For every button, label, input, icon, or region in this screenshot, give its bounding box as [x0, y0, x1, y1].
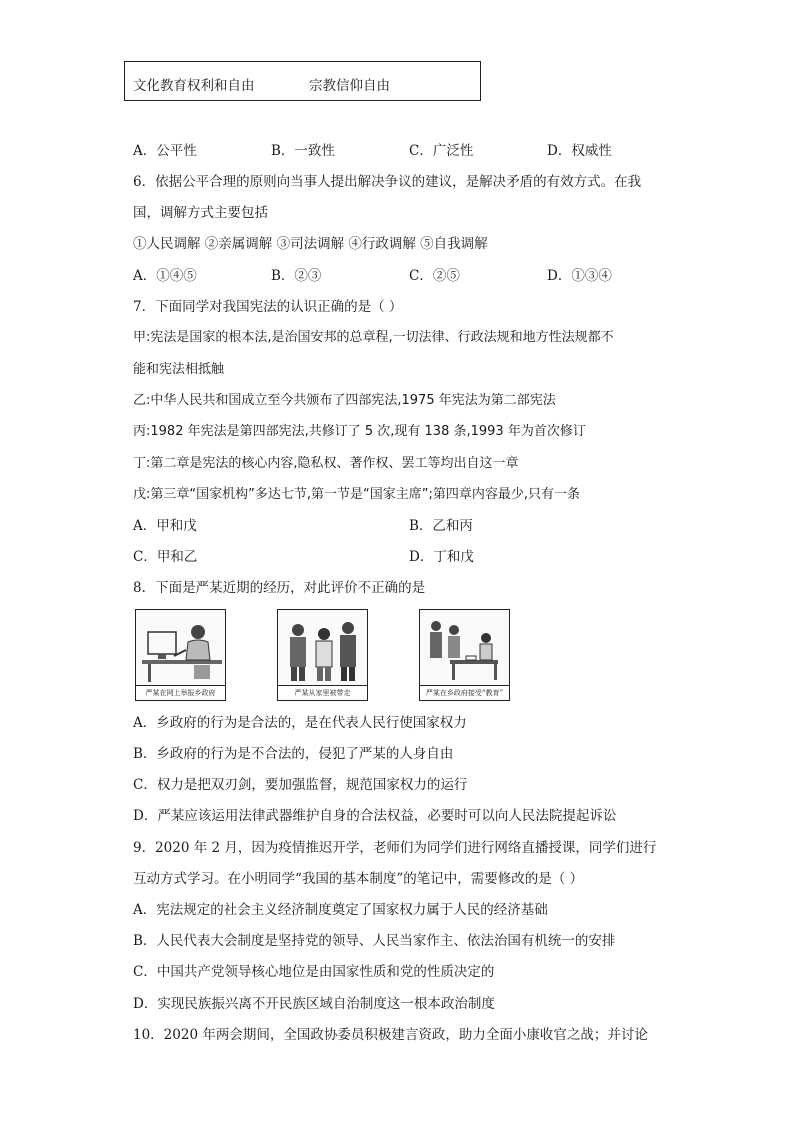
- q6-option-a: A．①④⑤: [133, 268, 197, 284]
- q8-option-a: A．乡政府的行为是合法的，是在代表人民行使国家权力: [133, 715, 467, 731]
- q6-option-c: C．②⑤: [409, 268, 460, 284]
- q8-option-d: D．严某应该运用法律武器维护自身的合法权益，必要时可以向人民法院提起诉讼: [133, 808, 617, 824]
- q7-option-c: C．甲和乙: [133, 549, 198, 565]
- q7-bing: 丙:1982 年宪法是第四部宪法,共修订了 5 次,现有 138 条,1993 年为首次修订: [133, 424, 586, 439]
- q9-option-a: A．宪法规定的社会主义经济制度奠定了国家权力属于人民的经济基础: [133, 902, 548, 918]
- q9-stem-line2: 互动方式学习。在小明同学“我国的基本制度”的笔记中，需要修改的是（ ）: [133, 871, 584, 887]
- q7-jia-line2: 能和宪法相抵触: [133, 362, 225, 377]
- q5-option-d: D．权威性: [547, 143, 612, 159]
- q8-picture-3: [419, 609, 510, 701]
- q9-option-b: B．人民代表大会制度是坚持党的领导、人民当家作主、依法治国有机统一的安排: [133, 933, 616, 949]
- q5-option-a: A．公平性: [133, 143, 197, 159]
- q7-option-b: B．乙和丙: [409, 518, 473, 534]
- q5-option-c: C．广泛性: [409, 143, 474, 159]
- q8-picture-1-caption: 严某在网上举报乡政府: [136, 685, 225, 698]
- q7-jia-line1: 甲:宪法是国家的根本法,是治国安邦的总章程,一切法律、行政法规和地方性法规都不: [133, 330, 614, 345]
- q8-stem: 8．下面是严某近期的经历，对此评价不正确的是: [133, 580, 426, 596]
- q8-picture-2: [277, 609, 368, 701]
- q7-yi: 乙:中华人民共和国成立至今共颁布了四部宪法,1975 年宪法为第二部宪法: [133, 393, 556, 408]
- q8-option-c: C．权力是把双刃剑，要加强监督，规范国家权力的运行: [133, 777, 468, 793]
- q7-stem: 7．下面同学对我国宪法的认识正确的是（ ）: [133, 299, 403, 315]
- q8-picture-3-caption: 严某在乡政府接受“教育”: [420, 685, 509, 698]
- q10-stem-line1: 10．2020 年两会期间，全国政协委员积极建言资政，助力全面小康收官之战；并讨论: [133, 1027, 648, 1043]
- q9-option-d: D．实现民族振兴离不开民族区域自治制度这一根本政治制度: [133, 996, 495, 1012]
- q6-option-b: B．②③: [271, 268, 322, 284]
- q7-wu: 戊:第三章“国家机构”多达七节,第一节是“国家主席”;第四章内容最少,只有一条: [133, 487, 580, 502]
- q6-stem-line2: 国，调解方式主要包括: [133, 205, 268, 221]
- q9-stem-line1: 9．2020 年 2 月，因为疫情推迟开学，老师们为同学们进行网络直播授课，同学们进行: [133, 840, 657, 856]
- q7-option-a: A．甲和戊: [133, 518, 197, 534]
- q6-option-d: D．①③④: [547, 268, 612, 284]
- q5-option-b: B．一致性: [271, 143, 335, 159]
- q7-ding: 丁:第二章是宪法的核心内容,隐私权、著作权、罢工等均出自这一章: [133, 456, 519, 471]
- q8-picture-1: [135, 609, 226, 701]
- box-cell-left: 文化教育权利和自由: [133, 78, 255, 94]
- q7-option-d: D．丁和戊: [409, 549, 474, 565]
- q6-items: ①人民调解 ②亲属调解 ③司法调解 ④行政调解 ⑤自我调解: [133, 236, 488, 252]
- q6-stem-line1: 6．依据公平合理的原则向当事人提出解决争议的建议，是解决矛盾的有效方式。在我: [133, 174, 642, 190]
- rights-table-box: [124, 61, 481, 101]
- q9-option-c: C．中国共产党领导核心地位是由国家性质和党的性质决定的: [133, 964, 495, 980]
- box-cell-right: 宗教信仰自由: [309, 78, 390, 94]
- q8-option-b: B．乡政府的行为是不合法的，侵犯了严某的人身自由: [133, 746, 454, 762]
- q8-picture-2-caption: 严某从家里被带走: [278, 685, 367, 698]
